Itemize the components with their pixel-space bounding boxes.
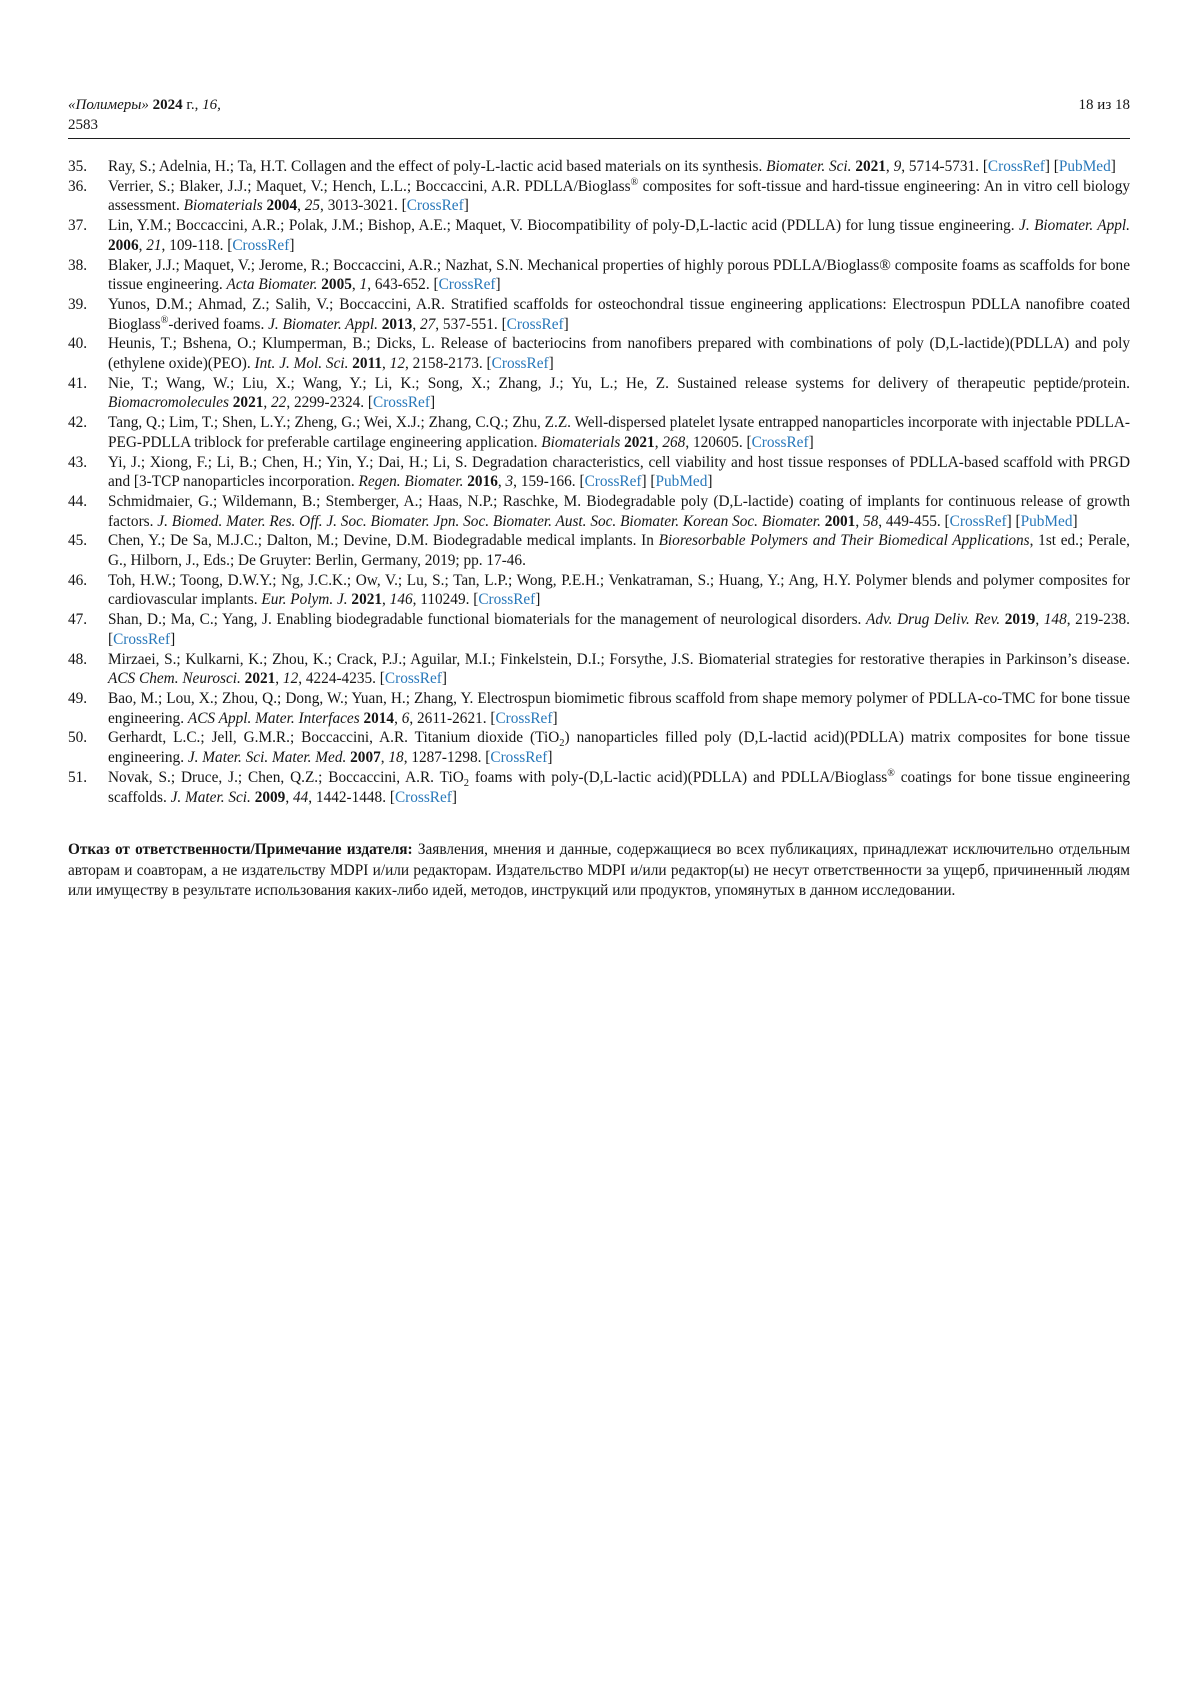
text-run: ] [	[1044, 158, 1059, 175]
text-run: Biomaterials	[541, 433, 625, 451]
text-run: ,	[412, 315, 420, 333]
disclaimer-text: Заявления, мнения и данные, содержащиеся во всех публикациях, принадлежат исключительно отдельным авторам и соавторам, а не издательству MDPI и/или редакторам. Издательство MDPI и/или редактор(ы) не несут ответственности за ущерб, причиненный людям или имуществу в результате использования каких-либо идей, методов, инструкций или продуктов, упомянутых в данном исследовании.	[68, 841, 1130, 900]
page-indicator: 18 из 18	[1078, 97, 1130, 113]
text-run: 2009	[254, 788, 286, 806]
text-run: Bioresorbable Polymers and Their Biomedical Applications	[658, 532, 1030, 550]
text-run: Chen, Y.; De Sa, M.J.C.; Dalton, M.; Devine, D.M. Biodegradable medical implants. In	[108, 532, 659, 550]
reference-item	[68, 177, 1130, 216]
reference-item	[68, 256, 1130, 295]
text-run: Blaker, J.J.; Maquet, V.; Jerome, R.; Boccaccini, A.R.; Nazhat, S.N. Mechanical properties of highly porous PDLLA/Bioglass® composite foams as scaffolds for bone tissue engineering.	[108, 256, 1130, 294]
journal-volume: 16,	[202, 97, 221, 113]
text-run: 12	[282, 670, 299, 688]
text-run: ,	[351, 276, 360, 294]
reference-text	[108, 157, 1130, 177]
text-run: 2005	[321, 276, 352, 294]
text-run: 2016	[467, 473, 498, 491]
reference-text	[108, 295, 1130, 334]
text-run: J. Mater. Sci. Mater. Med.	[187, 749, 351, 767]
text-run: 146	[389, 591, 413, 609]
reference-text	[108, 689, 1130, 728]
reference-number: 42.	[68, 414, 88, 432]
text-run: Regen. Biomater.	[358, 473, 468, 491]
crossref-link[interactable]: CrossRef	[113, 630, 171, 648]
text-run: 58	[862, 512, 879, 530]
reference-text	[108, 334, 1130, 373]
article-number: 2583	[68, 117, 98, 133]
text-run: Biomater. Sci.	[766, 158, 856, 175]
text-run: 3	[505, 473, 514, 491]
reference-item	[68, 374, 1130, 413]
crossref-link[interactable]: CrossRef	[438, 276, 496, 294]
reference-text	[108, 768, 1130, 807]
pubmed-link[interactable]: PubMed	[1058, 158, 1111, 175]
text-run: ]	[563, 315, 569, 333]
text-run: 2021	[244, 670, 276, 688]
text-run: Mirzaei, S.; Kulkarni, K.; Zhou, K.; Crack, P.J.; Aguilar, M.I.; Finkelstein, D.I.; Forsythe, J.S. Biomaterial strategies for restorative therapies in Parkinson’s disease.	[108, 650, 1130, 668]
text-run: , 2611-2621. [	[409, 709, 496, 727]
reference-item	[68, 157, 1130, 177]
text-run: Toh, H.W.; Toong, D.W.Y.; Ng, J.C.K.; Ow, V.; Lu, S.; Tan, L.P.; Wong, P.E.H.; Venkatraman, S.; Huang, Y.; Ang, H.Y. Polymer blends and polymer composites for cardiovascular implants.	[108, 571, 1130, 609]
reference-item	[68, 650, 1130, 689]
text-run: ®	[160, 314, 169, 326]
text-run: Verrier, S.; Blaker, J.J.; Maquet, V.; Hench, L.L.; Boccaccini, A.R. PDLLA/Bioglass	[108, 177, 631, 195]
text-run: ]	[429, 394, 436, 412]
reference-item	[68, 492, 1130, 531]
text-run: ®	[887, 767, 895, 779]
reference-text	[108, 453, 1130, 492]
text-run: ]	[463, 197, 469, 215]
text-run: ] [	[1006, 512, 1021, 530]
reference-text	[108, 650, 1130, 689]
crossref-link[interactable]: CrossRef	[384, 670, 442, 688]
text-run: ]	[552, 709, 558, 727]
text-run: 2001	[824, 512, 856, 530]
text-run: ,	[263, 394, 272, 412]
publisher-disclaimer	[68, 840, 1130, 901]
reference-number: 38.	[68, 256, 88, 274]
reference-text	[108, 177, 1130, 216]
text-run: , 643-652. [	[367, 276, 439, 294]
text-run: ,	[382, 591, 390, 609]
text-run: 268	[662, 433, 686, 451]
reference-number: 37.	[68, 217, 88, 235]
text-run: ]	[170, 630, 176, 648]
reference-item	[68, 295, 1130, 334]
page-header	[68, 96, 1130, 134]
crossref-link[interactable]: CrossRef	[987, 158, 1045, 175]
crossref-link[interactable]: CrossRef	[495, 709, 553, 727]
text-run: , 3013-3021. [	[320, 197, 407, 215]
text-run: 2007	[350, 749, 381, 767]
text-run: Schmidmaier, G.; Wildemann, B.; Stemberger, A.; Haas, N.P.; Raschke, M. Biodegradable poly (D,L-lactide) coating of implants for continuous release of growth factors.	[108, 492, 1130, 530]
text-run: 2	[463, 777, 469, 789]
text-run: ]	[547, 749, 553, 767]
text-run: Shan, D.; Ma, C.; Yang, J. Enabling biodegradable functional biomaterials for the management of neurological disorders.	[108, 611, 866, 629]
text-run: , 449-455. [	[878, 512, 950, 530]
reference-number: 36.	[68, 177, 88, 195]
text-run: ]	[495, 276, 501, 294]
text-run: 148	[1043, 611, 1067, 629]
text-run: Yi, J.; Xiong, F.; Li, B.; Chen, H.; Yin, Y.; Dai, H.; Li, S. Degradation characteristics, cell viability and host tissue responses of PDLLA-based scaffold with PRGD and [3-TCP nanoparticles incorporation.	[108, 453, 1130, 491]
reference-number: 43.	[68, 453, 88, 471]
text-run: Novak, S.; Druce, J.; Chen, Q.Z.; Boccaccini, A.R. TiO	[108, 768, 464, 786]
crossref-link[interactable]: CrossRef	[394, 788, 452, 806]
reference-text	[108, 610, 1130, 649]
text-run: , 159-166. [	[513, 473, 585, 491]
reference-number: 49.	[68, 689, 88, 707]
text-run: ,	[380, 749, 389, 767]
text-run: J. Biomater. Appl.	[1019, 217, 1130, 235]
crossref-link[interactable]: CrossRef	[949, 512, 1007, 530]
text-run: Int. J. Mol. Sci.	[254, 355, 353, 373]
reference-item	[68, 728, 1130, 767]
reference-item	[68, 610, 1130, 649]
text-run: Adv. Drug Deliv. Rev.	[866, 611, 1005, 629]
text-run: J. Biomater. Appl.	[268, 315, 382, 333]
text-run: , 120605. [	[685, 433, 752, 451]
reference-text	[108, 256, 1130, 295]
text-run: 6	[401, 709, 410, 727]
reference-item	[68, 689, 1130, 728]
text-run: Gerhardt, L.C.; Jell, G.M.R.; Boccaccini, A.R. Titanium dioxide (TiO	[108, 729, 560, 747]
text-run: ]	[1072, 512, 1078, 530]
text-run: , 537-551. [	[435, 315, 507, 333]
disclaimer-label: Отказ от ответственности/Примечание издателя:	[68, 841, 413, 859]
text-run: Nie, T.; Wang, W.; Liu, X.; Wang, Y.; Li, K.; Song, X.; Zhang, J.; Yu, L.; He, Z. Sustained release systems for delivery of therapeutic peptide/protein.	[108, 374, 1130, 392]
text-run: 18	[388, 749, 404, 767]
text-run: ] [	[641, 473, 656, 491]
text-run: Biomaterials	[183, 197, 267, 215]
pubmed-link[interactable]: PubMed	[655, 473, 708, 491]
text-run: 1	[359, 276, 368, 294]
text-run: ]	[451, 788, 458, 806]
text-run: ACS Appl. Mater. Interfaces	[187, 709, 364, 727]
text-run: , 1287-1298. [	[403, 749, 491, 767]
text-run: , 2158-2173. [	[404, 355, 492, 373]
crossref-link[interactable]: CrossRef	[490, 749, 548, 767]
text-run: 2021	[351, 591, 383, 609]
text-run: coatings for bone tissue engineering scaffolds.	[108, 768, 1130, 806]
reference-text	[108, 728, 1130, 767]
text-run: 2021	[855, 158, 886, 175]
reference-text	[108, 492, 1130, 531]
text-run: Lin, Y.M.; Boccaccini, A.R.; Polak, J.M.; Bishop, A.E.; Maquet, V. Biocompatibility of poly-D,L-lactic acid (PDLLA) for lung tissue engineering.	[108, 217, 1020, 235]
reference-item	[68, 334, 1130, 373]
journal-name: «Полимеры»	[68, 97, 149, 113]
text-run: Heunis, T.; Bshena, O.; Klumperman, B.; Dicks, L. Release of bacteriocins from nanofibers prepared with combinations of poly (D,L-lactide)(PDLLA) and poly (ethylene oxide)(PEO).	[108, 335, 1130, 373]
reference-number: 50.	[68, 729, 88, 747]
crossref-link[interactable]: CrossRef	[506, 315, 564, 333]
text-run: 27	[419, 315, 436, 333]
reference-number: 44.	[68, 492, 88, 510]
text-run: 2014	[363, 709, 395, 727]
text-run: , 109-118. [	[161, 236, 233, 254]
text-run: , 1442-1448. [	[308, 788, 395, 806]
reference-text	[108, 216, 1130, 255]
reference-text	[108, 413, 1130, 452]
text-run: Eur. Polym. J.	[261, 591, 352, 609]
text-run: ,	[654, 433, 663, 451]
reference-number: 39.	[68, 295, 88, 313]
text-run: ]	[548, 355, 554, 373]
text-run: Bao, M.; Lou, X.; Zhou, Q.; Dong, W.; Yuan, H.; Zhang, Y. Electrospun biomimetic fibrous scaffold from shape memory polymer of PDLLA-co-TMC for bone tissue engineering.	[108, 689, 1130, 727]
text-run: Tang, Q.; Lim, T.; Shen, L.Y.; Zheng, G.; Wei, X.J.; Zhang, C.Q.; Zhu, Z.Z. Well-dispersed platelet lysate entrapped nanoparticles incorporate with injectable PDLLA-PEG-PDLLA triblock for preferable cartilage engineering application.	[108, 414, 1130, 451]
text-run: ]	[535, 591, 541, 609]
text-run: ]	[289, 236, 295, 254]
reference-item	[68, 571, 1130, 610]
text-run: ACS Chem. Neurosci.	[108, 670, 245, 688]
text-run: ]	[441, 670, 447, 688]
text-run: ,	[1035, 611, 1044, 629]
text-run: ,	[855, 512, 863, 530]
text-run: 2013	[381, 315, 413, 333]
reference-text	[108, 571, 1130, 610]
text-run: 22	[271, 394, 287, 412]
text-run: ,	[497, 473, 506, 491]
text-run: J. Biomed. Mater. Res. Off. J. Soc. Biomater. Jpn. Soc. Biomater. Aust. Soc. Biomater. Korean Soc. Biomater.	[157, 512, 825, 530]
reference-text	[108, 374, 1130, 413]
text-run: 2019	[1004, 611, 1036, 629]
journal-citation-line	[68, 96, 221, 114]
text-run: 25	[304, 197, 321, 215]
reference-item	[68, 453, 1130, 492]
reference-number: 41.	[68, 374, 88, 392]
crossref-link[interactable]: CrossRef	[232, 236, 290, 254]
year-suffix: г.,	[186, 97, 199, 113]
text-run: ,	[297, 197, 305, 215]
crossref-link[interactable]: CrossRef	[584, 473, 642, 491]
text-run: 2006	[108, 236, 139, 254]
text-run: , 110249. [	[412, 591, 479, 609]
crossref-link[interactable]: CrossRef	[491, 355, 549, 373]
text-run: ,	[885, 158, 894, 175]
pubmed-link[interactable]: PubMed	[1020, 512, 1073, 530]
reference-number: 45.	[68, 532, 88, 550]
reference-number: 40.	[68, 335, 88, 353]
text-run: 21	[146, 236, 162, 254]
reference-number: 35.	[68, 158, 88, 175]
text-run: 2011	[352, 355, 383, 373]
text-run: Acta Biomater.	[226, 276, 322, 294]
text-run: , 4224-4235. [	[298, 670, 385, 688]
text-run: , 1st ed.; Perale, G., Hilborn, J., Eds.; De Gruyter: Berlin, Germany, 2019; pp. 17-46.	[108, 532, 1130, 570]
text-run: -derived foams.	[168, 315, 269, 333]
text-run: Yunos, D.M.; Ahmad, Z.; Salih, V.; Boccaccini, A.R. Stratified scaffolds for osteochondral tissue engineering applications: Electrospun PDLLA nanofibre coated Bioglass	[108, 295, 1130, 333]
text-run: , 2299-2324. [	[286, 394, 373, 412]
text-run: ,	[382, 355, 390, 373]
reference-number: 47.	[68, 611, 88, 629]
text-run: ,	[285, 788, 293, 806]
text-run: ,	[275, 670, 283, 688]
text-run: composites for soft-tissue and hard-tissue engineering: An in vitro cell biology assessment.	[108, 177, 1130, 215]
reference-text	[108, 531, 1130, 570]
crossref-link[interactable]: CrossRef	[373, 394, 430, 412]
text-run: , 219-238. [	[108, 611, 1130, 648]
reference-number: 51.	[68, 768, 88, 786]
text-run: ]	[1110, 158, 1116, 175]
text-run: J. Mater. Sci.	[170, 788, 255, 806]
text-run: 2	[559, 738, 565, 750]
text-run: foams with poly-(D,L-lactic acid)(PDLLA) and PDLLA/Bioglass	[469, 768, 888, 786]
reference-item	[68, 413, 1130, 452]
journal-citation	[68, 96, 221, 134]
text-run: Ray, S.; Adelnia, H.; Ta, H.T. Collagen and the effect of poly-L-lactic acid based materials on its synthesis.	[108, 158, 767, 175]
reference-item	[68, 768, 1130, 807]
text-run: ,	[394, 709, 402, 727]
journal-year: 2024	[152, 97, 183, 113]
text-run: 2021	[232, 394, 264, 412]
reference-item	[68, 531, 1130, 570]
references-list	[68, 157, 1130, 807]
text-run: ®	[630, 176, 639, 188]
text-run: 9	[893, 158, 902, 175]
crossref-link[interactable]: CrossRef	[406, 197, 464, 215]
text-run: 2004	[266, 197, 298, 215]
text-run: ]	[808, 433, 814, 451]
text-run: ) nanoparticles filled poly (D,L-lactid acid)(PDLLA) matrix composites for bone tissue engineering.	[108, 729, 1130, 767]
reference-item	[68, 216, 1130, 255]
text-run: 12	[389, 355, 405, 373]
reference-number: 46.	[68, 571, 88, 589]
text-run: Biomacromolecules	[108, 394, 233, 412]
text-run: 2021	[624, 433, 655, 451]
text-run: 44	[292, 788, 309, 806]
text-run: , 5714-5731. [	[901, 158, 988, 175]
text-run: ]	[707, 473, 713, 491]
header-divider	[68, 138, 1130, 139]
crossref-link[interactable]: CrossRef	[751, 433, 809, 451]
crossref-link[interactable]: CrossRef	[478, 591, 536, 609]
text-run: ,	[138, 236, 147, 254]
reference-number: 48.	[68, 650, 88, 668]
